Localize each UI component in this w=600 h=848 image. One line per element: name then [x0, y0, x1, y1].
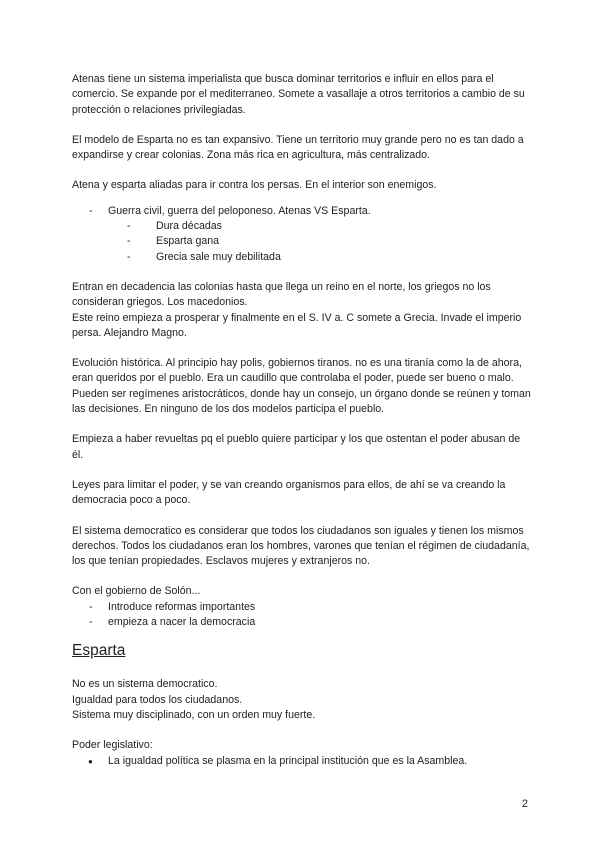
- war-subitem: - Esparta gana: [72, 234, 532, 249]
- esparta-line: No es un sistema democratico.: [72, 678, 218, 691]
- paragraph-modelo-esparta: El modelo de Esparta no es tan expansivo. Tiene un territorio muy grande pero no es tan dado a expandirse y crear colonias. Zona más rica en agricultura, más centralizado.: [72, 133, 524, 162]
- paragraph-revueltas: Empieza a haber revueltas pq el pueblo quiere participar y los que ostentan el poder abusan de él.: [72, 433, 521, 461]
- war-list: [72, 204, 532, 265]
- esparta-line: Igualdad para todos los ciudadanos.: [72, 693, 243, 706]
- paragraph-sistema-democratico: El sistema democratico es considerar que todos los ciudadanos son iguales y tienen los mismos derechos. Todos los ciudadanos eran los hombres, varones que tenían el régimen de ciudadanía, los que tenían propiedades. Esclavos mujeres y extranjeros no.: [72, 524, 530, 568]
- paragraph-evolucion-historica: Evolución histórica. Al principio hay polis, gobiernos tiranos. no es una tiranía como la de ahora, eran queridos por el pueblo. Era un caudillo que controlaba el poder, puede ser bueno o malo.: [72, 357, 522, 385]
- war-subitem: - Grecia sale muy debilitada: [72, 250, 532, 265]
- solon-list-item: - empieza a nacer la democracia: [72, 615, 532, 630]
- solon-list-item: - Introduce reformas importantes: [72, 600, 532, 615]
- page-number: 2: [521, 798, 528, 810]
- poder-legislativo-label: Poder legislativo:: [72, 739, 153, 752]
- paragraph-alianza-persas: Atena y esparta aliadas para ir contra los persas. En el interior son enemigos.: [72, 179, 437, 192]
- war-subitem: - Dura décadas: [72, 219, 532, 234]
- document-page: [72, 72, 532, 769]
- paragraph-solon: Con el gobierno de Solón...: [72, 585, 201, 598]
- esparta-line: Sistema muy disciplinado, con un orden muy fuerte.: [72, 708, 316, 721]
- paragraph-leyes: Leyes para limitar el poder, y se van creando organismos para ellos, de ahí se va creando la democracia poco a poco.: [72, 478, 506, 507]
- paragraph-macedonios: Entran en decadencia las colonias hasta que llega un reino en el norte, los griegos no los consideran griegos. Los macedonios.: [72, 280, 491, 309]
- war-list-item: - Guerra civil, guerra del peloponeso. Atenas VS Esparta.: [72, 204, 532, 219]
- section-heading-esparta: Esparta: [72, 642, 126, 660]
- paragraph-alejandro-magno: Este reino empieza a prosperar y finalmente en el S. IV a. C somete a Grecia. Invade el imperio persa. Alejandro Magno.: [72, 311, 522, 339]
- paragraph-regimenes-aristocraticos: Pueden ser regímenes aristocráticos, donde hay un consejo, un órgano donde se reúnen y toman las decisiones. En ninguno de los dos modelos participa el pueblo.: [72, 387, 531, 416]
- solon-list: [72, 600, 532, 631]
- paragraph-atenas-imperialismo: Atenas tiene un sistema imperialista que busca dominar territorios e influir en ellos para el comercio. Se expande por el mediterraneo. Somete a vasallaje a otros territorios a cambio de su protección o relaciones privilegiadas.: [72, 73, 525, 116]
- asamblea-bullet: ● La igualdad política se plasma en la principal institución que es la Asamblea.: [72, 754, 532, 769]
